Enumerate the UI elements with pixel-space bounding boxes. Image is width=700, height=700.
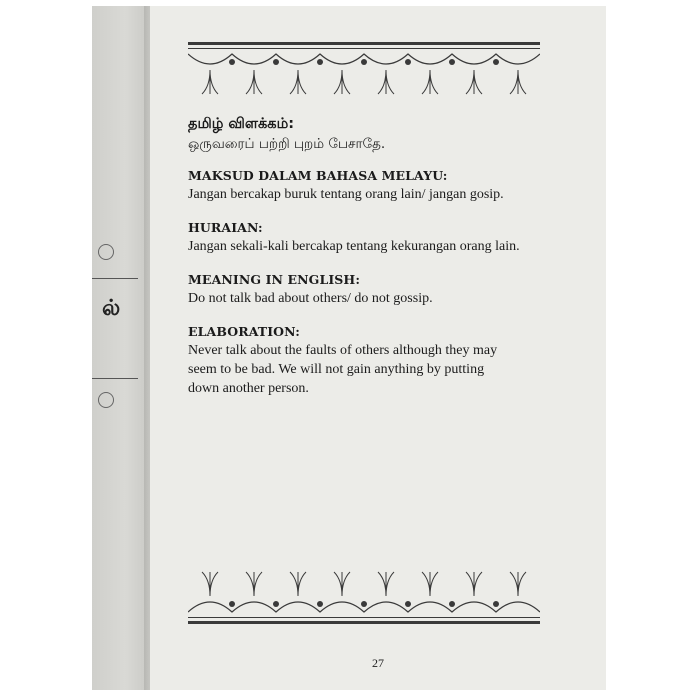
malay-text: Jangan bercakap buruk tentang orang lain/ jangan gosip. xyxy=(188,187,504,202)
huraian-heading: HURAIAN: xyxy=(188,220,263,235)
bottom-ornamental-border xyxy=(188,568,540,626)
elaboration-line: seem to be bad. We will not gain anything by putting xyxy=(188,362,485,377)
tamil-text: ஒருவரைப் பற்றி புறம் பேசாதே. xyxy=(188,136,386,152)
huraian-text: Jangan sekali-kali bercakap tentang kekurangan orang lain. xyxy=(188,239,520,254)
book-page xyxy=(150,6,606,690)
english-text: Do not talk bad about others/ do not gossip. xyxy=(188,291,433,306)
malay-heading: MAKSUD DALAM BAHASA MELAYU: xyxy=(188,168,448,183)
left-page-rule xyxy=(92,378,138,379)
left-page-glyph: ல் xyxy=(102,296,121,321)
page-content xyxy=(188,114,548,412)
book-photo xyxy=(92,6,606,690)
top-ornamental-border xyxy=(188,40,540,98)
english-heading: MEANING IN ENGLISH: xyxy=(188,272,361,287)
left-page-ornament xyxy=(98,244,114,260)
tamil-heading: தமிழ் விளக்கம்: xyxy=(188,116,295,132)
left-page-rule xyxy=(92,278,138,279)
page-number: 27 xyxy=(372,656,384,670)
elaboration-heading: ELABORATION: xyxy=(188,324,300,339)
elaboration-text xyxy=(188,341,548,398)
left-page-ornament xyxy=(98,392,114,408)
elaboration-line: down another person. xyxy=(188,381,309,396)
left-page-edge xyxy=(92,6,152,690)
elaboration-line: Never talk about the faults of others although they may xyxy=(188,343,498,358)
